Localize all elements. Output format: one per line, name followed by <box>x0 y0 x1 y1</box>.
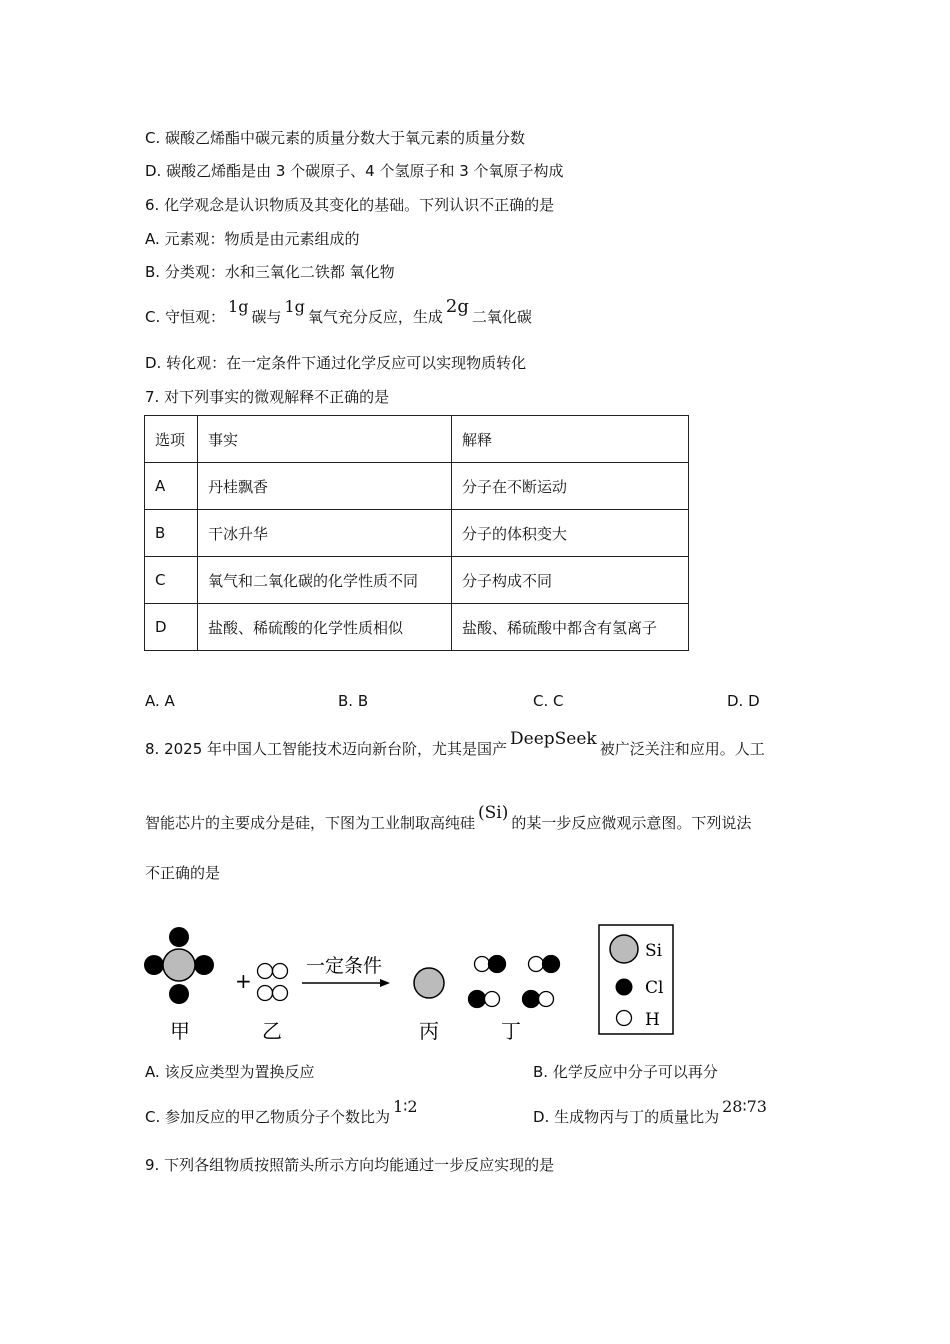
table-cell: 分子的体积变大 <box>452 510 689 557</box>
q7-answer-a: A. A <box>145 692 175 710</box>
table-cell: C <box>145 557 198 604</box>
q8-option-d-text: D. 生成物丙与丁的质量比为 <box>533 1108 720 1126</box>
q8-option-d <box>533 1097 770 1127</box>
q6-option-c-t2: 氧气充分反应，生成 <box>307 308 443 326</box>
q5-option-d: D. 碳酸乙烯酯是由 3 个碳原子、4 个氢原子和 3 个氧原子构成 <box>145 162 564 180</box>
header-cell: 解释 <box>452 416 689 463</box>
math-2g: 2g <box>445 296 469 317</box>
table-row <box>145 510 689 557</box>
table-cell: 盐酸、稀硫酸的化学性质相似 <box>198 604 452 651</box>
q8-option-c-text: C. 参加反应的甲乙物质分子个数比为 <box>145 1108 391 1126</box>
label-ding: 丁 <box>501 1019 521 1043</box>
table-header-row <box>145 416 689 463</box>
math-deepseek: DeepSeek <box>510 729 597 749</box>
q8-line-2-b: 的某一步反应微观示意图。下列说法 <box>511 814 752 832</box>
table-cell: 氧气和二氧化碳的化学性质不同 <box>198 557 452 604</box>
legend <box>599 925 673 1034</box>
q8-option-a: A. 该反应类型为置换反应 <box>145 1063 315 1081</box>
q6-option-b: B. 分类观：水和三氧化二铁都 氧化物 <box>145 263 395 281</box>
molecule-jia <box>144 927 214 1004</box>
q8-line-1-a: 8. 2025 年中国人工智能技术迈向新台阶，尤其是国产 <box>145 740 508 758</box>
table-cell: 分子在不断运动 <box>452 463 689 510</box>
q7-answer-b: B. B <box>338 692 369 710</box>
math-si: (Si) <box>478 803 509 823</box>
q8-option-b: B. 化学反应中分子可以再分 <box>533 1063 718 1081</box>
label-jia: 甲 <box>170 1019 190 1043</box>
q7-stem: 7. 对下列事实的微观解释不正确的是 <box>145 388 390 406</box>
molecule-yi <box>258 964 288 1001</box>
math-1g-a: 1g <box>228 297 249 316</box>
q6-option-c-t3: 二氧化碳 <box>471 308 532 326</box>
table-cell: D <box>145 604 198 651</box>
q9-stem: 9. 下列各组物质按照箭头所示方向均能通过一步反应实现的是 <box>145 1156 555 1174</box>
molecule-ding <box>469 956 560 1008</box>
q6-option-c-prefix: C. 守恒观： <box>145 308 226 326</box>
q6-option-c <box>145 296 532 327</box>
q8-line-1-b: 被广泛关注和应用。人工 <box>599 740 765 758</box>
q5-option-c: C. 碳酸乙烯酯中碳元素的质量分数大于氧元素的质量分数 <box>145 129 526 147</box>
arrow-label: 一定条件 <box>306 955 383 977</box>
q7-answer-c: C. C <box>533 692 564 710</box>
label-bing: 丙 <box>419 1019 439 1043</box>
q8-line-1 <box>145 729 765 759</box>
q8-option-c <box>145 1097 421 1127</box>
table-row <box>145 557 689 604</box>
table-cell: 干冰升华 <box>198 510 452 557</box>
q8-line-3: 不正确的是 <box>145 864 221 882</box>
math-ratio-28-73: 28∶73 <box>722 1097 767 1116</box>
q8-line-2-a: 智能芯片的主要成分是硅，下图为工业制取高纯硅 <box>145 814 476 832</box>
table-cell: 丹桂飘香 <box>198 463 452 510</box>
table-cell: B <box>145 510 198 557</box>
legend-h: H <box>645 1010 660 1030</box>
math-1g-b: 1g <box>284 297 305 316</box>
q6-option-d: D. 转化观：在一定条件下通过化学反应可以实现物质转化 <box>145 354 527 372</box>
header-cell: 事实 <box>198 416 452 463</box>
reaction-diagram <box>140 920 680 1050</box>
legend-cl: Cl <box>645 978 664 998</box>
table-row <box>145 463 689 510</box>
q7-table <box>144 415 689 651</box>
legend-si: Si <box>645 941 663 961</box>
table-cell: 分子构成不同 <box>452 557 689 604</box>
q7-answer-d: D. D <box>727 692 760 710</box>
molecule-bing <box>414 968 444 998</box>
plus-sign: + <box>235 969 252 993</box>
q6-option-c-t1: 碳与 <box>251 308 282 326</box>
q6-stem: 6. 化学观念是认识物质及其变化的基础。下列认识不正确的是 <box>145 196 555 214</box>
math-ratio-1-2: 1∶2 <box>393 1097 418 1116</box>
reaction-arrow <box>302 979 390 987</box>
table-cell: A <box>145 463 198 510</box>
label-yi: 乙 <box>262 1019 282 1043</box>
table-row <box>145 604 689 651</box>
q8-line-2 <box>145 803 752 833</box>
q6-option-a: A. 元素观：物质是由元素组成的 <box>145 230 360 248</box>
table-cell: 盐酸、稀硫酸中都含有氢离子 <box>452 604 689 651</box>
header-cell: 选项 <box>145 416 198 463</box>
